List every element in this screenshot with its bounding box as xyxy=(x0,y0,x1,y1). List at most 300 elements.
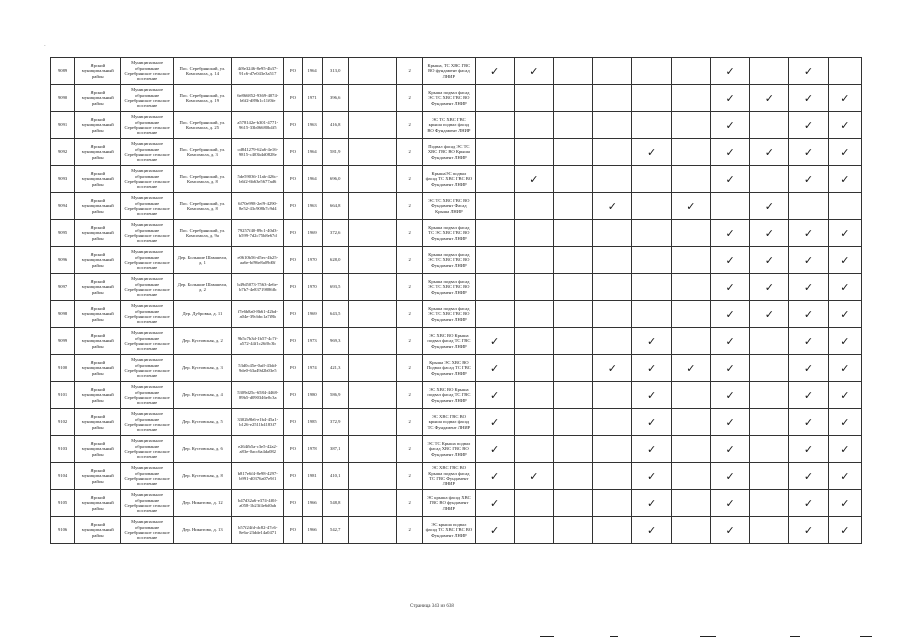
guid-cell: b47d32a6-e374-4f0f-a058-1b23f4e6d0ab xyxy=(232,490,284,517)
empty-check-cell xyxy=(554,463,593,490)
check-mark-cell: ✓ xyxy=(789,247,828,274)
empty-check-cell xyxy=(671,247,710,274)
area-cell: 643,5 xyxy=(322,301,348,328)
ownership-type-cell: РО xyxy=(284,355,302,382)
empty-cell xyxy=(348,517,396,544)
check-mark-cell: ✓ xyxy=(593,193,632,220)
empty-check-cell xyxy=(632,247,671,274)
address-cell: Дер. Кустовская, д. 5 xyxy=(173,409,231,436)
table-row xyxy=(51,58,862,85)
empty-cell xyxy=(348,436,396,463)
year-cell: 1966 xyxy=(302,490,322,517)
empty-check-cell xyxy=(514,490,553,517)
guid-cell: 3302b9b6-e1b4-45a1-b126-e2511b4183f7 xyxy=(232,409,284,436)
floors-cell: 2 xyxy=(397,409,423,436)
ownership-type-cell: РО xyxy=(284,301,302,328)
row-id-cell: 9101 xyxy=(51,382,75,409)
empty-check-cell xyxy=(593,328,632,355)
check-mark-cell: ✓ xyxy=(789,220,828,247)
works-list-cell: ЭС крыша подвал фасад ТС ХВС ГВС ВО Фундамент ЛНИР xyxy=(423,517,475,544)
check-mark-cell: ✓ xyxy=(789,328,828,355)
check-mark-cell: ✓ xyxy=(475,355,514,382)
row-id-cell: 9095 xyxy=(51,220,75,247)
check-mark-cell: ✓ xyxy=(475,517,514,544)
check-mark-cell: ✓ xyxy=(710,112,749,139)
check-mark-cell: ✓ xyxy=(710,382,749,409)
floors-cell: 2 xyxy=(397,139,423,166)
check-mark-cell: ✓ xyxy=(710,517,749,544)
floors-cell: 2 xyxy=(397,58,423,85)
district-cell: Ярский муниципальный район xyxy=(75,409,121,436)
row-id-cell: 9092 xyxy=(51,139,75,166)
empty-check-cell xyxy=(475,112,514,139)
check-mark-cell: ✓ xyxy=(828,328,861,355)
area-cell: 387,1 xyxy=(322,436,348,463)
works-list-cell: КрышаЭС подвал фасад ТС ХВС ГВС ВО Фундамент ЛНИР xyxy=(423,166,475,193)
district-cell: Ярский муниципальный район xyxy=(75,517,121,544)
empty-check-cell xyxy=(554,85,593,112)
empty-check-cell xyxy=(554,58,593,85)
works-list-cell: ЭС ТС ХВС ГВС крыша подвал фасад ВО Фундамент ЛНИР xyxy=(423,112,475,139)
floors-cell: 2 xyxy=(397,193,423,220)
address-cell: Пос. Серебрянский, ул. Комсомола, д. 3 xyxy=(173,139,231,166)
ownership-type-cell: РО xyxy=(284,193,302,220)
district-cell: Ярский муниципальный район xyxy=(75,382,121,409)
municipality-cell: Муниципальное образование Серебрянское сельское поселение xyxy=(121,193,173,220)
address-cell: Дер. Кустовская, д. 2 xyxy=(173,328,231,355)
ownership-type-cell: РО xyxy=(284,382,302,409)
ownership-type-cell: РО xyxy=(284,220,302,247)
empty-check-cell xyxy=(554,355,593,382)
empty-cell xyxy=(348,58,396,85)
ownership-type-cell: РО xyxy=(284,247,302,274)
row-id-cell: 9096 xyxy=(51,247,75,274)
table-row xyxy=(51,436,862,463)
district-cell: Ярский муниципальный район xyxy=(75,247,121,274)
empty-check-cell xyxy=(554,301,593,328)
empty-check-cell xyxy=(593,112,632,139)
area-cell: 969,3 xyxy=(322,328,348,355)
empty-check-cell xyxy=(475,274,514,301)
empty-check-cell xyxy=(554,328,593,355)
check-mark-cell: ✓ xyxy=(750,247,789,274)
year-cell: 1969 xyxy=(302,220,322,247)
check-mark-cell: ✓ xyxy=(475,382,514,409)
row-id-cell: 9097 xyxy=(51,274,75,301)
municipality-cell: Муниципальное образование Серебрянское сельское поселение xyxy=(121,301,173,328)
check-mark-cell: ✓ xyxy=(789,463,828,490)
floors-cell: 2 xyxy=(397,355,423,382)
floors-cell: 2 xyxy=(397,517,423,544)
check-mark-cell: ✓ xyxy=(789,301,828,328)
district-cell: Ярский муниципальный район xyxy=(75,274,121,301)
check-mark-cell: ✓ xyxy=(710,490,749,517)
area-cell: 664,8 xyxy=(322,193,348,220)
empty-cell xyxy=(348,85,396,112)
empty-check-cell xyxy=(554,436,593,463)
check-mark-cell: ✓ xyxy=(828,490,861,517)
empty-check-cell xyxy=(475,166,514,193)
year-cell: 1981 xyxy=(302,463,322,490)
check-mark-cell: ✓ xyxy=(710,58,749,85)
empty-cell xyxy=(348,409,396,436)
row-id-cell: 9094 xyxy=(51,193,75,220)
empty-check-cell xyxy=(475,193,514,220)
check-mark-cell: ✓ xyxy=(710,463,749,490)
works-list-cell: Крыша подвал фасад ТС ЭС ХВС ГВС ВО Фундамент ЛНИР xyxy=(423,220,475,247)
check-mark-cell: ✓ xyxy=(710,247,749,274)
row-id-cell: 9104 xyxy=(51,463,75,490)
district-cell: Ярский муниципальный район xyxy=(75,301,121,328)
scan-artifact-dot: . xyxy=(44,40,46,48)
records-table xyxy=(50,57,862,544)
municipality-cell: Муниципальное образование Серебрянское сельское поселение xyxy=(121,274,173,301)
year-cell: 1969 xyxy=(302,301,322,328)
year-cell: 1966 xyxy=(302,517,322,544)
empty-check-cell xyxy=(671,409,710,436)
row-id-cell: 9090 xyxy=(51,85,75,112)
works-list-cell: ЭС ТС ХВС ГВС ВО Фундамент Фасад Крыша ЛНИР xyxy=(423,193,475,220)
floors-cell: 2 xyxy=(397,328,423,355)
guid-cell: 5de59036-11ab-426c-b6f2-6b63e5677ad6 xyxy=(232,166,284,193)
empty-check-cell xyxy=(593,247,632,274)
municipality-cell: Муниципальное образование Серебрянское сельское поселение xyxy=(121,490,173,517)
row-id-cell: 9099 xyxy=(51,328,75,355)
check-mark-cell: ✓ xyxy=(632,409,671,436)
district-cell: Ярский муниципальный район xyxy=(75,193,121,220)
check-mark-cell: ✓ xyxy=(750,193,789,220)
guid-cell: f7e6b8a0-8b61-42bd-a04e-39cbbc1a7f8b xyxy=(232,301,284,328)
empty-check-cell xyxy=(671,139,710,166)
empty-check-cell xyxy=(750,409,789,436)
empty-check-cell xyxy=(514,301,553,328)
empty-check-cell xyxy=(475,220,514,247)
municipality-cell: Муниципальное образование Серебрянское сельское поселение xyxy=(121,247,173,274)
year-cell: 1974 xyxy=(302,355,322,382)
district-cell: Ярский муниципальный район xyxy=(75,355,121,382)
check-mark-cell: ✓ xyxy=(789,355,828,382)
scan-artifact-line xyxy=(610,636,618,637)
check-mark-cell: ✓ xyxy=(828,220,861,247)
check-mark-cell: ✓ xyxy=(710,328,749,355)
empty-check-cell xyxy=(514,85,553,112)
row-id-cell: 9089 xyxy=(51,58,75,85)
area-cell: 628,0 xyxy=(322,247,348,274)
empty-check-cell xyxy=(514,409,553,436)
ownership-type-cell: РО xyxy=(284,85,302,112)
area-cell: 410,1 xyxy=(322,463,348,490)
empty-check-cell xyxy=(593,301,632,328)
table-row xyxy=(51,355,862,382)
floors-cell: 2 xyxy=(397,112,423,139)
check-mark-cell: ✓ xyxy=(789,490,828,517)
municipality-cell: Муниципальное образование Серебрянское сельское поселение xyxy=(121,517,173,544)
empty-check-cell xyxy=(593,463,632,490)
year-cell: 1978 xyxy=(302,436,322,463)
check-mark-cell: ✓ xyxy=(828,463,861,490)
area-cell: 421,3 xyxy=(322,355,348,382)
year-cell: 1970 xyxy=(302,274,322,301)
municipality-cell: Муниципальное образование Серебрянское сельское поселение xyxy=(121,463,173,490)
guid-cell: 9b5c7b3d-1b57-4c7f-a572-44f1c26f0c3b xyxy=(232,328,284,355)
empty-check-cell xyxy=(554,517,593,544)
empty-check-cell xyxy=(671,436,710,463)
empty-check-cell xyxy=(514,220,553,247)
check-mark-cell: ✓ xyxy=(750,139,789,166)
floors-cell: 2 xyxy=(397,463,423,490)
empty-check-cell xyxy=(514,193,553,220)
empty-check-cell xyxy=(593,139,632,166)
year-cell: 1964 xyxy=(302,58,322,85)
municipality-cell: Муниципальное образование Серебрянское сельское поселение xyxy=(121,166,173,193)
district-cell: Ярский муниципальный район xyxy=(75,463,121,490)
empty-check-cell xyxy=(750,58,789,85)
empty-check-cell xyxy=(671,220,710,247)
scan-artifact-line xyxy=(790,636,800,637)
empty-cell xyxy=(348,382,396,409)
empty-check-cell xyxy=(554,112,593,139)
empty-check-cell xyxy=(593,517,632,544)
table-row xyxy=(51,517,862,544)
area-cell: 696,0 xyxy=(322,166,348,193)
empty-check-cell xyxy=(671,58,710,85)
empty-check-cell xyxy=(632,220,671,247)
empty-check-cell xyxy=(671,166,710,193)
check-mark-cell: ✓ xyxy=(789,436,828,463)
floors-cell: 2 xyxy=(397,436,423,463)
empty-check-cell xyxy=(632,85,671,112)
check-mark-cell: ✓ xyxy=(828,382,861,409)
empty-cell xyxy=(348,220,396,247)
check-mark-cell: ✓ xyxy=(828,112,861,139)
empty-check-cell xyxy=(671,382,710,409)
empty-check-cell xyxy=(475,139,514,166)
empty-cell xyxy=(348,247,396,274)
municipality-cell: Муниципальное образование Серебрянское сельское поселение xyxy=(121,409,173,436)
area-cell: 396,6 xyxy=(322,85,348,112)
empty-check-cell xyxy=(514,247,553,274)
year-cell: 1964 xyxy=(302,139,322,166)
empty-check-cell xyxy=(554,490,593,517)
ownership-type-cell: РО xyxy=(284,58,302,85)
empty-check-cell xyxy=(632,301,671,328)
check-mark-cell: ✓ xyxy=(632,139,671,166)
check-mark-cell: ✓ xyxy=(789,409,828,436)
works-list-cell: ЭС ХВС ВО Крыша подвал фасад ТС ГВС Фундамент ЛНИР xyxy=(423,382,475,409)
year-cell: 1970 xyxy=(302,247,322,274)
ownership-type-cell: РО xyxy=(284,139,302,166)
area-cell: 693,5 xyxy=(322,274,348,301)
floors-cell: 2 xyxy=(397,247,423,274)
municipality-cell: Муниципальное образование Серебрянское сельское поселение xyxy=(121,382,173,409)
empty-check-cell xyxy=(632,166,671,193)
check-mark-cell: ✓ xyxy=(750,274,789,301)
empty-check-cell xyxy=(554,220,593,247)
check-mark-cell: ✓ xyxy=(632,355,671,382)
check-mark-cell: ✓ xyxy=(789,58,828,85)
empty-check-cell xyxy=(554,409,593,436)
works-list-cell: Крыша, ТС ХВС ГВС ВО фундамент фасад ЛНИР xyxy=(423,58,475,85)
municipality-cell: Муниципальное образование Серебрянское сельское поселение xyxy=(121,220,173,247)
area-cell: 586,9 xyxy=(322,382,348,409)
row-id-cell: 9106 xyxy=(51,517,75,544)
row-id-cell: 9105 xyxy=(51,490,75,517)
check-mark-cell: ✓ xyxy=(710,139,749,166)
address-cell: Пос. Серебрянский, ул. Комсомола, д. 14 xyxy=(173,58,231,85)
empty-check-cell xyxy=(710,193,749,220)
check-mark-cell: ✓ xyxy=(475,463,514,490)
address-cell: Дер. Дубровка, д. 11 xyxy=(173,301,231,328)
works-list-cell: Крыша подвал фасад ЭС ТС ХВС ГВС ВО Фундамент ЛНИР xyxy=(423,274,475,301)
check-mark-cell: ✓ xyxy=(514,58,553,85)
address-cell: Дер. Никитово, д. 13 xyxy=(173,517,231,544)
empty-check-cell xyxy=(514,139,553,166)
works-list-cell: Крыша подвал фасад ЭС ТС ХВС ГВС ВО Фундамент ЛНИР xyxy=(423,247,475,274)
address-cell: Дер. Кустовская, д. 6 xyxy=(173,436,231,463)
check-mark-cell: ✓ xyxy=(789,139,828,166)
empty-check-cell xyxy=(514,382,553,409)
year-cell: 1964 xyxy=(302,166,322,193)
empty-cell xyxy=(348,274,396,301)
check-mark-cell: ✓ xyxy=(710,274,749,301)
works-list-cell: ЭС ХВС ВО Крыша подвал фасад ТС ГВС Фундамент ЛНИР xyxy=(423,328,475,355)
check-mark-cell: ✓ xyxy=(632,463,671,490)
check-mark-cell: ✓ xyxy=(828,139,861,166)
check-mark-cell: ✓ xyxy=(514,166,553,193)
empty-check-cell xyxy=(514,328,553,355)
empty-check-cell xyxy=(593,274,632,301)
address-cell: Дер. Кустовская, д. 3 xyxy=(173,355,231,382)
district-cell: Ярский муниципальный район xyxy=(75,328,121,355)
area-cell: 372,9 xyxy=(322,409,348,436)
area-cell: 313,0 xyxy=(322,58,348,85)
empty-check-cell xyxy=(750,112,789,139)
check-mark-cell: ✓ xyxy=(632,517,671,544)
empty-check-cell xyxy=(514,517,553,544)
check-mark-cell: ✓ xyxy=(710,409,749,436)
table-row xyxy=(51,409,862,436)
empty-check-cell xyxy=(514,274,553,301)
empty-cell xyxy=(348,301,396,328)
guid-cell: 6f70e998-2ef9-4290-8e52-43c908b7c9d4 xyxy=(232,193,284,220)
check-mark-cell: ✓ xyxy=(789,166,828,193)
floors-cell: 2 xyxy=(397,85,423,112)
district-cell: Ярский муниципальный район xyxy=(75,166,121,193)
empty-check-cell xyxy=(632,112,671,139)
table-row xyxy=(51,301,862,328)
table-row xyxy=(51,490,862,517)
empty-check-cell xyxy=(475,85,514,112)
empty-check-cell xyxy=(671,490,710,517)
municipality-cell: Муниципальное образование Серебрянское сельское поселение xyxy=(121,58,173,85)
works-list-cell: ЭС ТС Крыша подвал фасад ХВС ГВС ВО Фундамент ЛНИР xyxy=(423,436,475,463)
row-id-cell: 9100 xyxy=(51,355,75,382)
empty-check-cell xyxy=(789,193,828,220)
guid-cell: b817e6f4-8e98-4297-b991-d0376a07e9f1 xyxy=(232,463,284,490)
year-cell: 1971 xyxy=(302,85,322,112)
empty-cell xyxy=(348,193,396,220)
guid-cell: b49d5073-7563-4e6e-b7b7-4e83719886fb xyxy=(232,274,284,301)
guid-cell: a578142e-b301-4771-9615-33b06680b4f5 xyxy=(232,112,284,139)
works-list-cell: ЭС крыша фасад ХВС ГВС ВО фундамент ЛНИР xyxy=(423,490,475,517)
check-mark-cell: ✓ xyxy=(710,85,749,112)
empty-check-cell xyxy=(750,328,789,355)
ownership-type-cell: РО xyxy=(284,490,302,517)
check-mark-cell: ✓ xyxy=(828,85,861,112)
ownership-type-cell: РО xyxy=(284,328,302,355)
works-list-cell: ЭС ХВС ГВС ВО Крыша подвал фасад ТС ГВС Фундамент ЛНИР xyxy=(423,463,475,490)
check-mark-cell: ✓ xyxy=(632,490,671,517)
floors-cell: 2 xyxy=(397,490,423,517)
empty-check-cell xyxy=(514,436,553,463)
empty-cell xyxy=(348,328,396,355)
municipality-cell: Муниципальное образование Серебрянское сельское поселение xyxy=(121,85,173,112)
table-row xyxy=(51,382,862,409)
check-mark-cell: ✓ xyxy=(789,112,828,139)
address-cell: Пос. Серебрянский, ул. Комсомола, д. 25 xyxy=(173,112,231,139)
check-mark-cell: ✓ xyxy=(828,409,861,436)
ownership-type-cell: РО xyxy=(284,463,302,490)
empty-check-cell xyxy=(554,274,593,301)
works-list-cell: Крыша подвал фасад ЭС ТС ХВС ГВС ВО Фундамент ЛНИР xyxy=(423,85,475,112)
district-cell: Ярский муниципальный район xyxy=(75,490,121,517)
district-cell: Ярский муниципальный район xyxy=(75,58,121,85)
ownership-type-cell: РО xyxy=(284,112,302,139)
year-cell: 1985 xyxy=(302,409,322,436)
empty-check-cell xyxy=(554,166,593,193)
guid-cell: e0610b56-d5ec-4b25-aa6e-bf96e8a09d0f xyxy=(232,247,284,274)
empty-check-cell xyxy=(671,85,710,112)
year-cell: 1963 xyxy=(302,112,322,139)
check-mark-cell: ✓ xyxy=(632,328,671,355)
works-list-cell: Крыша подвал фасад ЭС ТС ХВС ГВС ВО Фундамент ЛНИР xyxy=(423,301,475,328)
district-cell: Ярский муниципальный район xyxy=(75,436,121,463)
guid-cell: 6e866852-9369-4074-b6f2-d89b1c11f0fe xyxy=(232,85,284,112)
floors-cell: 2 xyxy=(397,220,423,247)
row-id-cell: 9103 xyxy=(51,436,75,463)
address-cell: Дер. Большие Шамшели, д. 1 xyxy=(173,247,231,274)
row-id-cell: 9098 xyxy=(51,301,75,328)
empty-cell xyxy=(348,112,396,139)
municipality-cell: Муниципальное образование Серебрянское сельское поселение xyxy=(121,112,173,139)
guid-cell: b57f24fd-dc82-47c6-8e6a-23dde14a0471 xyxy=(232,517,284,544)
table-row xyxy=(51,247,862,274)
records-body xyxy=(51,58,862,544)
year-cell: 1980 xyxy=(302,382,322,409)
empty-check-cell xyxy=(554,247,593,274)
check-mark-cell: ✓ xyxy=(475,490,514,517)
check-mark-cell: ✓ xyxy=(789,517,828,544)
check-mark-cell: ✓ xyxy=(750,220,789,247)
guid-cell: 4f8e3246-8e95-4b37-91c6-d7e043e3a517 xyxy=(232,58,284,85)
municipality-cell: Муниципальное образование Серебрянское сельское поселение xyxy=(121,355,173,382)
table-row xyxy=(51,328,862,355)
empty-check-cell xyxy=(671,274,710,301)
table-row xyxy=(51,220,862,247)
table-row xyxy=(51,193,862,220)
ownership-type-cell: РО xyxy=(284,517,302,544)
page-footer: Страница 343 из 638 xyxy=(410,604,454,609)
row-id-cell: 9093 xyxy=(51,166,75,193)
row-id-cell: 9102 xyxy=(51,409,75,436)
empty-check-cell xyxy=(750,517,789,544)
address-cell: Пос. Серебрянский, ул. Комсомола, д. 8 xyxy=(173,193,231,220)
empty-check-cell xyxy=(750,166,789,193)
check-mark-cell: ✓ xyxy=(828,247,861,274)
year-cell: 1973 xyxy=(302,328,322,355)
empty-check-cell xyxy=(593,58,632,85)
empty-check-cell xyxy=(671,463,710,490)
